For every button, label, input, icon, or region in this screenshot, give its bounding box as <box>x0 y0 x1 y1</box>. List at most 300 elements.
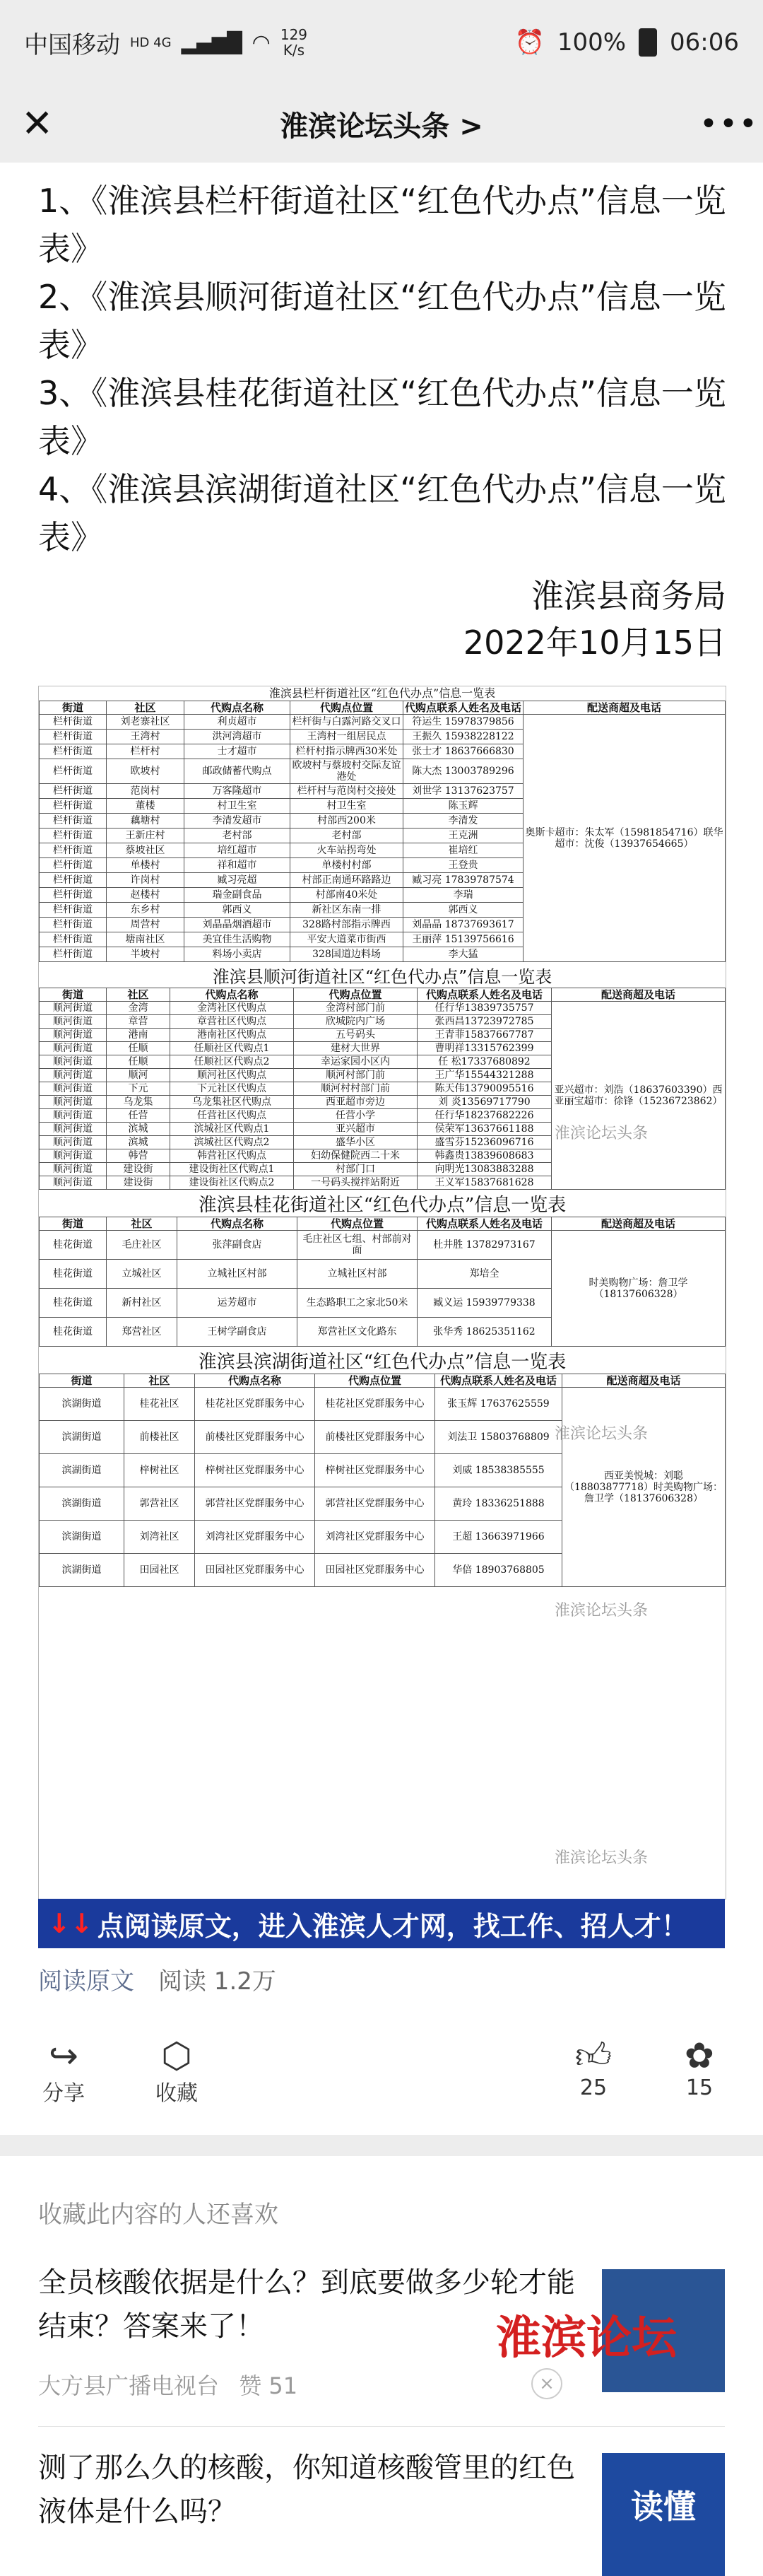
watermark: 淮滨论坛头条 <box>555 1602 649 1620</box>
column-header: 社区 <box>107 1217 177 1231</box>
signal-icon: ▂▄▆█ <box>181 30 242 54</box>
table-cell: 侯荣军13637661188 <box>418 1123 552 1136</box>
table-cell: 328国道边料场 <box>290 947 403 962</box>
table-cell: 董楼 <box>107 799 184 814</box>
table-title-binhu: 淮滨县滨湖街道社区“红色代办点”信息一览表 <box>198 1352 567 1373</box>
column-header: 代购点名称 <box>184 701 290 715</box>
table-cell: 李瑞 <box>403 888 524 903</box>
table-cell: 顺河街道 <box>40 1055 107 1069</box>
table-cell: 村部正南通环路路边 <box>290 873 403 888</box>
table-langan <box>39 701 726 962</box>
table-cell: 顺河村部门前 <box>294 1069 418 1082</box>
table-cell: 栏杆街与白露河路交叉口 <box>290 715 403 730</box>
table-cell: 臧义运 15939779338 <box>418 1289 552 1318</box>
table-cell: 栏杆村与范岗村交接处 <box>290 784 403 799</box>
table-cell: 桂花街道 <box>40 1231 107 1260</box>
table-cell: 五号码头 <box>294 1029 418 1042</box>
table-cell: 韩营社区代购点 <box>170 1149 294 1163</box>
article-signature: 淮滨县商务局 <box>531 577 726 615</box>
column-header: 代购点联系人姓名及电话 <box>418 1217 552 1231</box>
column-header: 代购点名称 <box>195 1374 315 1388</box>
table-cell: 任营小学 <box>294 1109 418 1123</box>
table-cell: 李清发超市 <box>184 814 290 829</box>
table-cell: 梓树社区党群服务中心 <box>195 1454 315 1487</box>
action-bar <box>0 2036 763 2121</box>
column-header: 社区 <box>124 1374 195 1388</box>
table-cell: 桂花社区党群服务中心 <box>195 1388 315 1421</box>
table-cell: 范岗村 <box>107 784 184 799</box>
column-header: 代购点位置 <box>297 1217 418 1231</box>
table-cell: 章营 <box>107 1015 170 1029</box>
table-cell: 瑞金副食品 <box>184 888 290 903</box>
table-cell: 美宜佳生活购物 <box>184 932 290 947</box>
table-cell: 金湾村部门前 <box>294 1002 418 1015</box>
table-cell: 前楼社区党群服务中心 <box>315 1421 435 1454</box>
table-cell: 栏杆街道 <box>40 873 107 888</box>
table-cell: 任营 <box>107 1109 170 1123</box>
table-row <box>40 1388 726 1421</box>
table-cell: 栏杆街道 <box>40 744 107 759</box>
table-cell: 王青菲15837667787 <box>418 1029 552 1042</box>
table-cell: 许岗村 <box>107 873 184 888</box>
table-cell: 桂花社区 <box>124 1388 195 1421</box>
table-cell: 张玉辉 17637625559 <box>435 1388 562 1421</box>
table-cell: 郭西义 <box>403 903 524 918</box>
table-cell: 立城社区 <box>107 1260 177 1289</box>
close-icon[interactable]: ✕ <box>21 101 54 146</box>
table-cell: 前楼社区 <box>124 1421 195 1454</box>
table-cell: 邮政储蓄代购点 <box>184 759 290 784</box>
flower-icon: ✿ <box>685 2035 714 2076</box>
table-cell: 单楼村 <box>107 858 184 873</box>
section-divider <box>0 2135 763 2156</box>
column-header: 街道 <box>40 988 107 1002</box>
table-cell: 王广华15544321288 <box>418 1069 552 1082</box>
table-cell: 任顺社区代购点2 <box>170 1055 294 1069</box>
table-cell: 刘晶晶 18737693617 <box>403 918 524 932</box>
table-cell: 黄玲 18336251888 <box>435 1487 562 1521</box>
recommend-thumbnail[interactable] <box>496 2269 725 2392</box>
thumbs-up-icon: 👍︎ <box>574 2035 613 2076</box>
table-cell: 王丽萍 15139756616 <box>403 932 524 947</box>
table-cell: 栏杆街道 <box>40 784 107 799</box>
table-cell: 士才超市 <box>184 744 290 759</box>
battery-icon <box>639 28 657 57</box>
supplier-cell: 奥斯卡超市：朱太军（15981854716）联华超市：沈俊（13937654665） <box>524 715 726 962</box>
table-cell: 臧习亮 17839787574 <box>403 873 524 888</box>
table-cell: 盛雪芬15236096716 <box>418 1136 552 1149</box>
table-cell: 陈玉辉 <box>403 799 524 814</box>
table-cell: 张萍副食店 <box>177 1231 297 1260</box>
wow-count: 15 <box>685 2076 714 2100</box>
table-cell: 栏杆街道 <box>40 829 107 843</box>
table-cell: 村卫生室 <box>184 799 290 814</box>
article-item-4: 4、《淮滨县滨湖街道社区“红色代办点”信息一览表》 <box>38 470 726 556</box>
table-cell: 郑营社区文化路东 <box>297 1318 418 1347</box>
table-cell: 村部西200米 <box>290 814 403 829</box>
thumbnail-text: 读懂 <box>631 2488 696 2526</box>
recommend-likes: 赞 51 <box>239 2372 298 2399</box>
table-cell: 韩鑫贵13839608683 <box>418 1149 552 1163</box>
table-shunhe <box>39 988 726 1190</box>
table-cell: 单楼村村部 <box>290 858 403 873</box>
table-cell: 田园社区党群服务中心 <box>195 1554 315 1587</box>
table-cell: 乌龙集社区代购点 <box>170 1096 294 1109</box>
table-cell: 韩营 <box>107 1149 170 1163</box>
table-cell: 曹明祥13315762399 <box>418 1042 552 1055</box>
table-cell: 顺河街道 <box>40 1136 107 1149</box>
table-cell: 华倍 18903768805 <box>435 1554 562 1587</box>
table-cell: 顺河村村部门前 <box>294 1082 418 1096</box>
table-cell: 栏杆街道 <box>40 888 107 903</box>
table-cell: 臧习亮超 <box>184 873 290 888</box>
table-cell: 欧坡村与蔡坡村交际友谊港处 <box>290 759 403 784</box>
column-header: 代购点联系人姓名及电话 <box>403 701 524 715</box>
table-cell: 王湾村 <box>107 730 184 744</box>
table-cell: 田园社区 <box>124 1554 195 1587</box>
table-cell: 桂花街道 <box>40 1318 107 1347</box>
table-cell: 村卫生室 <box>290 799 403 814</box>
column-header: 代购点名称 <box>170 988 294 1002</box>
network-badge: HD 4G <box>130 35 172 50</box>
table-cell: 郭西义 <box>184 903 290 918</box>
table-cell: 张士才 18637666830 <box>403 744 524 759</box>
table-cell: 顺河 <box>107 1069 170 1082</box>
table-cell: 任顺 <box>107 1055 170 1069</box>
table-cell: 洪河湾超市 <box>184 730 290 744</box>
table-cell: 郑培全 <box>418 1260 552 1289</box>
table-cell: 栏杆街道 <box>40 730 107 744</box>
table-cell: 料场小卖店 <box>184 947 290 962</box>
table-cell: 栏杆村 <box>107 744 184 759</box>
table-cell: 桂花街道 <box>40 1289 107 1318</box>
banner-text: 点阅读原文，进入淮滨人才网，找工作、招人才！ <box>97 1910 688 1942</box>
table-cell: 港南社区代购点 <box>170 1029 294 1042</box>
table-cell: 村部门口 <box>294 1163 418 1176</box>
table-cell: 滨湖街道 <box>40 1521 124 1554</box>
alarm-icon: ⏰ <box>514 28 545 57</box>
table-cell: 328路村部指示牌西 <box>290 918 403 932</box>
table-cell: 塘南社区 <box>107 932 184 947</box>
table-cell: 桂花社区党群服务中心 <box>315 1388 435 1421</box>
table-cell: 刘湾社区 <box>124 1521 195 1554</box>
collect-button[interactable] <box>141 2036 212 2107</box>
table-cell: 任行华13839735757 <box>418 1002 552 1015</box>
dismiss-icon[interactable]: × <box>531 2368 562 2399</box>
table-cell: 顺河街道 <box>40 1096 107 1109</box>
table-cell: 王新庄村 <box>107 829 184 843</box>
table-cell: 王湾村一组居民点 <box>290 730 403 744</box>
table-cell: 王振久 15938228122 <box>403 730 524 744</box>
like-button[interactable] <box>565 2036 622 2100</box>
table-cell: 刘威 18538385555 <box>435 1454 562 1487</box>
table-cell: 运芳超市 <box>177 1289 297 1318</box>
table-cell: 建设街 <box>107 1176 170 1190</box>
table-cell: 周营村 <box>107 918 184 932</box>
table-cell: 火车站拐弯处 <box>290 843 403 858</box>
table-cell: 田园社区党群服务中心 <box>315 1554 435 1587</box>
table-cell: 栏杆街道 <box>40 918 107 932</box>
table-cell: 王超 13663971966 <box>435 1521 562 1554</box>
table-cell: 栏杆街道 <box>40 759 107 784</box>
more-icon[interactable]: ••• <box>699 105 759 142</box>
share-icon: ↪ <box>49 2035 78 2076</box>
status-bar <box>0 0 763 85</box>
table-cell: 一号码头搅拌站附近 <box>294 1176 418 1190</box>
table-cell: 滨湖街道 <box>40 1421 124 1454</box>
table-cell: 蔡坡社区 <box>107 843 184 858</box>
table-title-shunhe: 淮滨县顺河街道社区“红色代办点”信息一览表 <box>212 967 552 987</box>
column-header: 代购点联系人姓名及电话 <box>418 988 552 1002</box>
table-cell: 半坡村 <box>107 947 184 962</box>
table-cell: 新社区东南一排 <box>290 903 403 918</box>
watermark: 淮滨论坛头条 <box>555 1125 649 1142</box>
article-body <box>0 163 763 666</box>
supplier-cell: 亚兴超市：刘浩（18637603390）西亚丽宝超市：徐锋（15236723862） <box>552 1002 726 1190</box>
column-header: 代购点联系人姓名及电话 <box>435 1374 562 1388</box>
column-header: 社区 <box>107 988 170 1002</box>
carrier: 中国移动 <box>24 30 120 59</box>
table-cell: 下元 <box>107 1082 170 1096</box>
column-header: 街道 <box>40 1217 107 1231</box>
table-cell: 梓树社区党群服务中心 <box>315 1454 435 1487</box>
table-cell: 生态路职工之家北50米 <box>297 1289 418 1318</box>
table-cell: 陈天伟13790095516 <box>418 1082 552 1096</box>
table-cell: 张华秀 18625351162 <box>418 1318 552 1347</box>
network-speed <box>280 27 307 58</box>
table-cell: 李清发 <box>403 814 524 829</box>
column-header: 配送商超及电话 <box>552 1217 726 1231</box>
table-cell: 顺河街道 <box>40 1029 107 1042</box>
table-cell: 任 松17337680892 <box>418 1055 552 1069</box>
table-cell: 任行华18237682226 <box>418 1109 552 1123</box>
table-cell: 王克洲 <box>403 829 524 843</box>
table-cell: 郭营社区党群服务中心 <box>195 1487 315 1521</box>
table-cell: 滨湖街道 <box>40 1487 124 1521</box>
column-header: 代购点位置 <box>315 1374 435 1388</box>
column-header: 配送商超及电话 <box>562 1374 726 1388</box>
table-cell: 刘 炎13569717790 <box>418 1096 552 1109</box>
table-cell: 陈大杰 13003789296 <box>403 759 524 784</box>
table-binhu <box>39 1374 726 1587</box>
table-cell: 新村社区 <box>107 1289 177 1318</box>
table-cell: 欣城院内广场 <box>294 1015 418 1029</box>
table-cell: 栏杆街道 <box>40 858 107 873</box>
column-header: 社区 <box>107 701 184 715</box>
table-cell: 金湾 <box>107 1002 170 1015</box>
table-cell: 顺河街道 <box>40 1176 107 1190</box>
table-cell: 郑营社区 <box>107 1318 177 1347</box>
table-cell: 顺河街道 <box>40 1069 107 1082</box>
watermark: 淮滨论坛头条 <box>555 1425 649 1443</box>
table-cell: 章营社区代购点 <box>170 1015 294 1029</box>
wow-button[interactable] <box>671 2036 728 2100</box>
table-cell: 滨湖街道 <box>40 1388 124 1421</box>
table-cell: 东乡村 <box>107 903 184 918</box>
recommend-section <box>0 2156 763 2528</box>
table-cell: 栏杆街道 <box>40 715 107 730</box>
table-cell: 顺河街道 <box>40 1015 107 1029</box>
account-title-link[interactable]: 淮滨论坛头条 > <box>280 110 483 143</box>
top-navbar <box>0 85 763 163</box>
table-cell: 顺河街道 <box>40 1082 107 1096</box>
table-cell: 港南 <box>107 1029 170 1042</box>
table-cell: 顺河街道 <box>40 1109 107 1123</box>
table-cell: 老村部 <box>290 829 403 843</box>
recommend-item-meta <box>38 2368 297 2401</box>
table-cell: 亚兴超市 <box>294 1123 418 1136</box>
wifi-icon: ◠ <box>252 30 271 55</box>
table-cell: 栏杆街道 <box>40 843 107 858</box>
table-cell: 刘法卫 15803768809 <box>435 1421 562 1454</box>
column-header: 代购点位置 <box>290 701 403 715</box>
table-cell: 杜井胜 13782973167 <box>418 1231 552 1260</box>
table-cell: 建设街社区代购点2 <box>170 1176 294 1190</box>
speed-unit: K/s <box>283 42 305 59</box>
table-cell: 栏杆街道 <box>40 932 107 947</box>
table-cell: 栏杆街道 <box>40 814 107 829</box>
table-cell: 滨湖街道 <box>40 1554 124 1587</box>
table-cell: 祥和超市 <box>184 858 290 873</box>
table-cell: 刘湾社区党群服务中心 <box>315 1521 435 1554</box>
table-cell: 桂花街道 <box>40 1260 107 1289</box>
table-cell: 王登贵 <box>403 858 524 873</box>
table-cell: 藕塘村 <box>107 814 184 829</box>
table-cell: 建设街 <box>107 1163 170 1176</box>
table-cell: 老村部 <box>184 829 290 843</box>
table-cell: 刘湾社区党群服务中心 <box>195 1521 315 1554</box>
table-cell: 立城社区村部 <box>297 1260 418 1289</box>
table-cell: 幸运家园小区内 <box>294 1055 418 1069</box>
table-cell: 乌龙集 <box>107 1096 170 1109</box>
table-cell: 利贞超市 <box>184 715 290 730</box>
table-cell: 栏杆街道 <box>40 799 107 814</box>
battery-level: 100% <box>557 28 627 57</box>
speed-value: 129 <box>280 26 308 43</box>
table-cell: 郭营社区党群服务中心 <box>315 1487 435 1521</box>
article-date: 2022年10月15日 <box>463 623 726 662</box>
table-cell: 任营社区代购点 <box>170 1109 294 1123</box>
table-cell: 村部南40米处 <box>290 888 403 903</box>
read-row <box>38 1962 276 1996</box>
table-cell: 滨城 <box>107 1123 170 1136</box>
table-cell: 任顺社区代购点1 <box>170 1042 294 1055</box>
table-cell: 刘晶晶烟酒超市 <box>184 918 290 932</box>
read-count: 阅读 1.2万 <box>158 1967 276 1996</box>
table-cell: 滨湖街道 <box>40 1454 124 1487</box>
table-row <box>40 1231 726 1260</box>
recruit-banner[interactable] <box>38 1899 725 1948</box>
column-header: 代购点位置 <box>294 988 418 1002</box>
table-cell: 西亚超市旁边 <box>294 1096 418 1109</box>
table-guihua <box>39 1217 726 1347</box>
table-cell: 盛华小区 <box>294 1136 418 1149</box>
table-cell: 前楼社区党群服务中心 <box>195 1421 315 1454</box>
article-item-3: 3、《淮滨县桂花街道社区“红色代办点”信息一览表》 <box>38 374 726 460</box>
recommend-source: 大方县广播电视台 <box>38 2372 220 2399</box>
table-cell: 建设街社区代购点1 <box>170 1163 294 1176</box>
cube-icon: ⬡ <box>161 2035 192 2076</box>
table-cell: 滨城社区代购点1 <box>170 1123 294 1136</box>
table-cell: 王义军15837681628 <box>418 1176 552 1190</box>
share-label: 分享 <box>42 2081 85 2106</box>
collect-label: 收藏 <box>155 2081 198 2106</box>
table-cell: 万客隆超市 <box>184 784 290 799</box>
clock: 06:06 <box>670 28 739 57</box>
table-cell: 滨城 <box>107 1136 170 1149</box>
table-cell: 顺河街道 <box>40 1123 107 1136</box>
thumbnail-text: 淮滨论坛 <box>496 2312 677 2365</box>
table-cell: 符运生 15978379856 <box>403 715 524 730</box>
table-cell: 欧坡村 <box>107 759 184 784</box>
supplier-cell: 西亚美悦城：刘聪（18803877718）时美购物广场：詹卫学（18137606328） <box>562 1388 726 1587</box>
table-title-guihua: 淮滨县桂花街道社区“红色代办点”信息一览表 <box>198 1195 567 1216</box>
table-cell: 顺河街道 <box>40 1042 107 1055</box>
table-cell: 立城社区村部 <box>177 1260 297 1289</box>
table-cell: 赵楼村 <box>107 888 184 903</box>
table-cell: 下元社区代购点 <box>170 1082 294 1096</box>
recommend-heading: 收藏此内容的人还喜欢 <box>38 2201 278 2229</box>
table-cell: 顺河街道 <box>40 1149 107 1163</box>
share-button[interactable] <box>35 2036 92 2107</box>
table-cell: 妇幼保健院西二十米 <box>294 1149 418 1163</box>
table-title-langan: 淮滨县栏杆街道社区“红色代办点”信息一览表 <box>268 686 496 700</box>
recommend-item-title[interactable]: 全员核酸依据是什么？到底要做多少轮才能结束？答案来了！ <box>38 2266 575 2343</box>
table-cell: 滨城社区代购点2 <box>170 1136 294 1149</box>
table-cell: 张西昌13723972785 <box>418 1015 552 1029</box>
table-cell: 任顺 <box>107 1042 170 1055</box>
table-cell: 梓树社区 <box>124 1454 195 1487</box>
table-cell: 刘老寨社区 <box>107 715 184 730</box>
table-cell: 顺河街道 <box>40 1163 107 1176</box>
down-arrow-icon: ↓↓ <box>48 1908 93 1939</box>
table-cell: 培红超市 <box>184 843 290 858</box>
column-header: 配送商超及电话 <box>552 988 726 1002</box>
column-header: 配送商超及电话 <box>524 701 726 715</box>
article-item-2: 2、《淮滨县顺河街道社区“红色代办点”信息一览表》 <box>38 278 726 364</box>
table-row <box>40 715 726 730</box>
table-cell: 顺河街道 <box>40 1002 107 1015</box>
table-cell: 顺河社区代购点 <box>170 1069 294 1082</box>
supplier-cell: 时美购物广场：詹卫学（18137606328） <box>552 1231 726 1347</box>
watermark: 淮滨论坛头条 <box>555 1849 649 1867</box>
column-header: 街道 <box>40 1374 124 1388</box>
table-cell: 李大猛 <box>403 947 524 962</box>
table-cell: 建材大世界 <box>294 1042 418 1055</box>
column-header: 街道 <box>40 701 107 715</box>
table-cell: 金湾社区代购点 <box>170 1002 294 1015</box>
divider <box>38 2426 725 2427</box>
table-cell: 平安大道菜市街西 <box>290 932 403 947</box>
document-image[interactable] <box>38 686 726 1899</box>
table-cell: 崔培红 <box>403 843 524 858</box>
table-cell: 郭营社区 <box>124 1487 195 1521</box>
article-item-1: 1、《淮滨县栏杆街道社区“红色代办点”信息一览表》 <box>38 182 726 268</box>
table-cell: 栏杆村指示牌西30米处 <box>290 744 403 759</box>
read-original-link[interactable]: 阅读原文 <box>38 1967 134 1996</box>
table-row <box>40 1002 726 1015</box>
table-cell: 栏杆街道 <box>40 947 107 962</box>
table-cell: 栏杆街道 <box>40 903 107 918</box>
table-cell: 向明光13083883288 <box>418 1163 552 1176</box>
recommend-thumbnail[interactable] <box>602 2453 725 2576</box>
like-count: 25 <box>579 2076 608 2100</box>
table-cell: 王树学副食店 <box>177 1318 297 1347</box>
recommend-item-title[interactable]: 测了那么久的核酸，你知道核酸管里的红色液体是什么吗？ <box>38 2452 575 2528</box>
table-cell: 毛庄社区七组、村部前对面 <box>297 1231 418 1260</box>
table-cell: 毛庄社区 <box>107 1231 177 1260</box>
table-cell: 刘世学 13137623757 <box>403 784 524 799</box>
